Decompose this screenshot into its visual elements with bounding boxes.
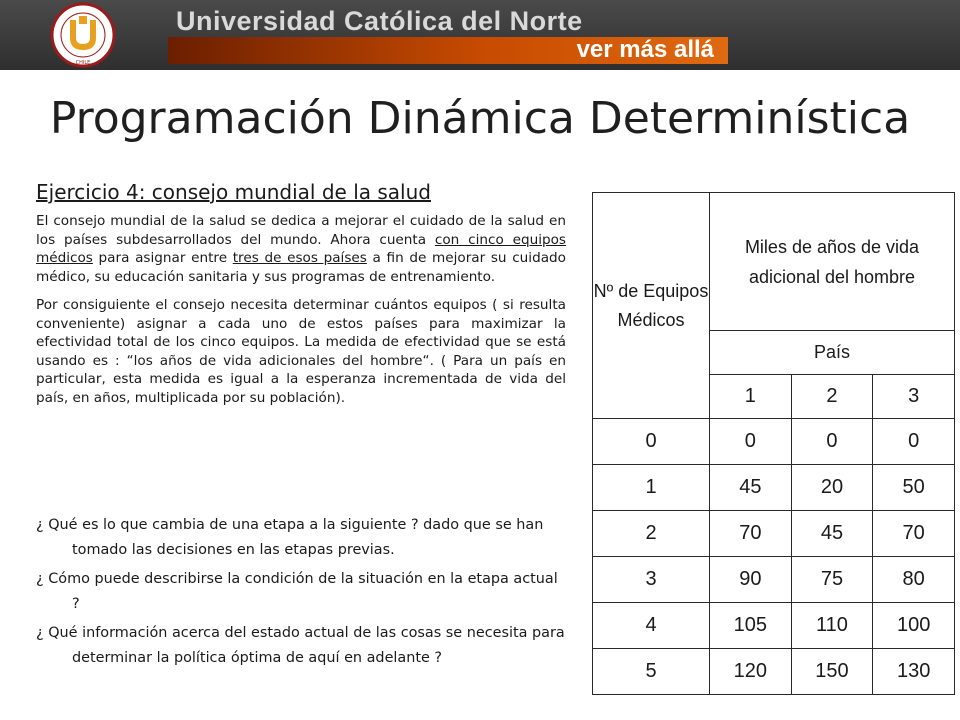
value-cell: 100 [873,603,955,649]
table-row [593,603,955,649]
value-cell: 0 [710,419,792,465]
exercise-paragraph-2: Por consiguiente el consejo necesita determinar cuántos equipos ( si resulta conveniente) asignar a cada uno de estos países para maximizar la efectividad total de los cinco equipos. La medida de efectividad que se está usando es : “los años de vida adicionales del hombre“. ( Para un país en particular, esta medida es igual a la esperanza incrementada de vida del país, en años, multiplicada por su población). [36,297,566,406]
value-cell: 0 [791,419,873,465]
teams-cell: 1 [593,465,710,511]
value-cell: 110 [791,603,873,649]
header-band [0,0,960,70]
underlined-five-teams: con cinco equipos médicos [36,231,566,266]
exercise-paragraph-1: El consejo mundial de la salud se dedica a mejorar el cuidado de la salud en los países subdesarrollados del mundo. Ahora cuenta con cinco equipos médicos para asignar entre tres de esos países a fin de mejorar su cuidado médico, su educación sanitaria y sus programas de entrenamiento. [36,213,566,285]
teams-cell: 5 [593,649,710,695]
table-row [593,419,955,465]
exercise-heading: Ejercicio 4: consejo mundial de la salud [36,180,431,204]
value-cell: 20 [791,465,873,511]
value-cell: 90 [710,557,792,603]
page-title: Programación Dinámica Determinística [49,93,911,144]
table-row [593,557,955,603]
question-3: ¿ Qué información acerca del estado actual de las cosas se necesita para determinar la política óptima de aquí en adelante ? [36,625,565,666]
country-3-header: 3 [873,375,955,419]
country-2-header: 2 [791,375,873,419]
questions-list [36,513,566,675]
value-cell: 75 [791,557,873,603]
value-cell: 45 [791,511,873,557]
table-row [593,511,955,557]
value-cell: 70 [710,511,792,557]
table-row [593,465,955,511]
university-logo [8,2,158,68]
teams-cell: 2 [593,511,710,557]
teams-cell: 4 [593,603,710,649]
value-cell: 105 [710,603,792,649]
university-name: Universidad Católica del Norte [176,6,583,36]
table-row [593,649,955,695]
logo-country-text: CHILE [75,60,91,66]
tagline-bar [168,37,728,64]
value-cell: 80 [873,557,955,603]
value-cell: 50 [873,465,955,511]
value-cell: 150 [791,649,873,695]
value-cell: 45 [710,465,792,511]
teams-cell: 3 [593,557,710,603]
years-group-header: Miles de años de vida adicional del hombre [710,193,955,331]
tagline: ver más allá [576,36,714,63]
teams-cell: 0 [593,419,710,465]
value-cell: 70 [873,511,955,557]
country-header: País [710,331,955,375]
country-1-header: 1 [710,375,792,419]
underlined-three-countries: tres de esos países [232,250,367,266]
question-2: ¿ Cómo puede describirse la condición de la situación en la etapa actual ? [36,571,558,612]
value-cell: 130 [873,649,955,695]
value-cell: 120 [710,649,792,695]
teams-effectiveness-table [592,192,955,695]
exercise-text [36,180,566,417]
question-1: ¿ Qué es lo que cambia de una etapa a la siguiente ? dado que se han tomado las decisiones en las etapas previas. [36,517,544,558]
teams-column-header: Nº de Equipos Médicos [593,193,710,419]
value-cell: 0 [873,419,955,465]
